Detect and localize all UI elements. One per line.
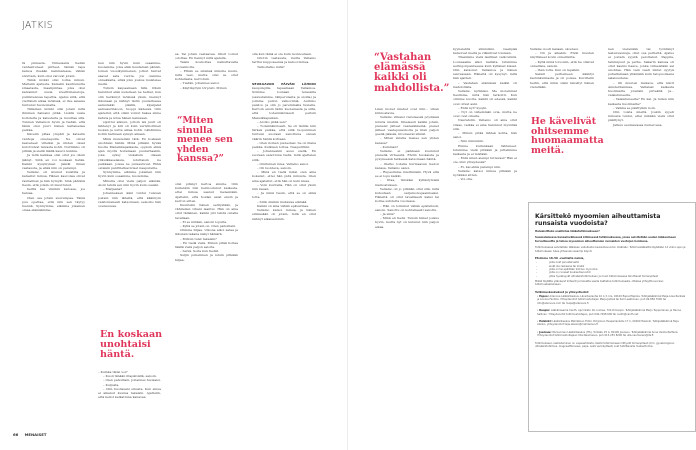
infobox-text-2: Mikäli täytätte ylläolevat kriteerit ja haluatte saada lisätietoa tutkimuksesta, ottakaa yhteyttä suoraan tutkimuskeskukseen. (535, 279, 664, 287)
body-paragraph: – Selvä. Soita kun tiedät. (180, 249, 220, 254)
body-paragraph: Olin toista mieltä. Joskin syyeti minusta tuntui, ettei mikään vielä ollut päättynyt. (608, 110, 674, 123)
body-paragraph: Tarkoitatko mitä? (257, 64, 285, 69)
body-paragraph: – Ei, kai ehkä parempi niin. (458, 164, 501, 169)
body-paragraph: Kaikki on aina vähän epävarmaa. (257, 203, 310, 208)
body-paragraph: – Ei se mitään, sanoin lopulta. (180, 219, 228, 224)
body-paragraph: Suljin puhelimen ja istuin pitkään hiljaa. (175, 253, 238, 262)
body-paragraph: Vellamo oli jo pitkään ollut sitä, mitä kutsutaan sarjamonogaamiseksi. Häneltä oli ollut tavallisesti kaksi tai kolme suhdetta vuodessa. (375, 186, 439, 204)
criteria-item: – joilla ovat perusterveitä (535, 261, 688, 264)
body-paragraph: Tilasimme vielä lasilliset valkoviiniä. Lounasaika alkoi kallista. Istuimme auringonpaisteessa kuin kylläiset kissat. Olin katsonut Vellamoa ja hänen seurassaan. Häneltä oli kysynyt, mitä hän ajatteli. (453, 55, 517, 81)
body-paragraph: – Marjaana? (103, 187, 123, 192)
body-paragraph: – Kumman? (380, 144, 399, 149)
body-paragraph: Vellamo nosti lasiaan, skoolasi. (530, 47, 579, 51)
body-paragraph: – Tiedän, Johannes sanoi. (180, 81, 220, 86)
body-paragraph: – Oli luonteva, sanoin. (257, 166, 292, 171)
body-paragraph: – Kyllä minä toivoisin, että he olisivat onnellisia, sanoin. (530, 59, 594, 68)
contacts-heading: Tutkimuskeskukset ja yhteystiedot: (535, 289, 589, 294)
text-column-8 (608, 47, 674, 157)
criteria-item: – joilla on runsaat kuukautisvuodot (535, 271, 688, 274)
section-label: JATKIS (22, 20, 54, 31)
body-paragraph: – En tiedä vielä. Minun pitää hoitaa täällä vielä paljon asioita. (175, 240, 238, 250)
contact-text: Itä-Suomen Lääkärikeskus (ITS), Torikatu 25 A, 80100 Joensuu. Tutkijalääkärinä Anne Vanha-Perttula. Yhteydenotot tutkimushoitajaan Ulla Naumanen, puh 013-253 8200 tai ulla.naumanen@its.fi (537, 330, 679, 338)
body-paragraph: nen vierenään tai työntänyt lastenvaunuja, ollut osa perhettä. Ajatus ei jostain syystä pelottanut. Pappila, tammipuut ja perhe. Sakarin kanssa oli ollut kaunis haave, jonka viimeistään sai unohtaa. Hän vain vaati minut syytyä puhaltamaan yllämään kuin talopuolisena salaisuutena. (608, 47, 674, 81)
body-paragraph: Vellamo katsoi minua pitkään ja nyökkäsi sitten. (453, 168, 517, 178)
body-paragraph: – Olen iloinen puolestasi. Se on ihana paikka. Kulkisen tottua. Naapuritkin. (252, 140, 316, 150)
body-paragraph: – Voi olla. (458, 177, 473, 182)
body-paragraph: – Minun pitää lähteä kohta, hän sanoi. (453, 131, 517, 140)
contact-city: Helsinki: (539, 319, 552, 323)
body-paragraph: – Aiotko pitää sen? (257, 119, 287, 124)
body-paragraph: Minulla olisi vielä paljon elämää. Aioin tehdä sen niin hyvin kuin osaisin. (98, 178, 161, 187)
contact-text: Adenova Lääkärikeskus, Länsituulentie 10 A 3. krs, 02100 Espoo/Tapiola. Tutkijalääkärinä Maija-Liisa Rantala ja Annina Fantola. Yhteydenotot tutkimushoitajan Marja Jämsä tai Sari Laakkonen, puh 09-856 7000 tai info@adenova.com tai maija@adenova.fi (537, 294, 686, 305)
infobox-subtitle: Haluaisitteko osallistua lääketutkimukseen? (535, 230, 600, 234)
body-paragraph: Vellamo katsoi minua, ja hänen silmissään oli jotain, mitä en ollut nähnyt aikaisemmin. (252, 208, 316, 221)
body-paragraph: Kuuntelin hänen selitystään, ja vähitellen vihani laantui. Hän oli aina ollut tällainen, kaikki piti tehdä omalla tavallaan. (175, 203, 238, 220)
body-paragraph: tä pinnasta. Viimeisenä tiedän vanhentuneet piirteet, tämän tapa katsoa itseään kammatessa, vähän sivuttain, kuin olisi varovat jotain. (22, 61, 85, 78)
body-paragraph: – Kuoli tänään iltapäivällä, sanoin. (103, 374, 157, 379)
criteria-item: – joilla on tai epäillään kohdun myoomia (535, 268, 688, 271)
body-paragraph: – Minä en tiedä. Tunsin hänet joskus hyvin, mutta nyt on kulunut niin paljon aikaa. (375, 216, 439, 229)
text-column-1 (22, 61, 85, 431)
body-paragraph: nen niin hyvin kuin osaamme, kuolemme. Joka elää muutaman päivän, toinen vuosikymmenen, jotkut harvat saavat sata vuotta. Jos olemme onnekkaita, ehkä joku joskus muistelee meitä. (98, 61, 161, 87)
contact-entry: • Espoo: Adenova Lääkärikeskus, Länsituulentie 10 A 3. krs, 02100 Espoo/Tapiola. Tutkijalääkärinä Maija-Liisa Rantala ja Annina Fantola. Yhteydenotot tutkimushoitajan Marja Jämsä tai Sari Laakkonen, puh 09-856 7000 tai info@adenova.com tai maija@adenova.fi (537, 294, 686, 305)
body-paragraph: – Milloin tulet takaisin? (180, 236, 217, 241)
body-paragraph: – Kyllä se jotain on. Olen pahoillani. (180, 224, 237, 229)
body-paragraph: Jatkuu seuraavassa numerossa. (613, 122, 663, 127)
infobox-text-1: Tutkimuksessa selvitetään lääkkeen vaikutusta kuukautisvuodon määrään. Tutkimuslääkettä käytetään 12 viikon ajan ja tutkimukseen tulee yhteensä useampi käynti. (535, 246, 686, 253)
contact-entry: • Helsinki: Lääkärikeskus Mehiläinen Töölö, Pohjoinen Hesperiankatu 17 C, 00260 Helsinki. Tutkijalääkärinä Teija Alanko, yhteydenotot teija.alanko@mehilainen.fi (537, 319, 679, 327)
body-paragraph: Ja mitä kaikkea olisi ollut jos olisin jäänyt. Siitä en voi koskaan tietää. Kaikki kysymykset jäävät ilman vastausta, ja ehkä niin on parempi. (22, 153, 85, 171)
text-column-3 (175, 52, 238, 102)
body-paragraph: – Hän on toiminut vähän epäreilusti, sanoin. Sanottu on kohteliaasti sanottu. (375, 203, 439, 212)
criteria-heading: Etsimme 18–50 -vuotiaita naisia, (535, 256, 585, 261)
contact-city: Joensuu: (539, 330, 552, 334)
body-paragraph: – Voin kuvitella. Hän on ollut yksin niin kauan. (252, 182, 316, 192)
body-paragraph: Tulisin kaipaamaan tätä. Olisin halunnut elää uudelleen ne hetket, kun olin herännyt mökissä yksin, mennyt ikkunaan ja nähnyt tädin puutarhassa aamutakki päällä, kipsijalat aamuaurinkoon, tuoppi kädessä. Olin ajatellut, että olisin voinut hakea sinne kahvia ja istua hänen kanssaan. (98, 86, 161, 120)
body-paragraph: Kävelin pihaa ympäri ja katselin vanhoja omenapuita. Ne olivat kasvaneet villeiksi ja niiden oksat kurottuivat taivasta kohti. Nurmikko oli pitkää ja siellä täällä kasvoi kukkia. (22, 132, 85, 154)
body-paragraph: – Valaistuneelta? En kai. Ja miten niin kaikesta huolimatta? (608, 97, 674, 106)
clinical-trial-infobox (528, 202, 696, 432)
criteria-item: – jotka hyväksyvät ultraäänitutkimuksen ja muut tutkimuksessa tarvittavat toimenpiteet (535, 275, 688, 278)
body-paragraph: Naurahdin. Vellamo oli aina ollut viisas, vaikka ei aina halunnut myöntää sitä. (453, 118, 517, 131)
body-paragraph: – Oli muuten mukava, että kävit Amsterdamissa. Valtaisat kaikesta huolimatta jotenkin pirteältä ja... valaistuneelta. (608, 80, 674, 98)
body-paragraph: – Iltaa, tärskäsi kyllästymisiä mainostuksen. (375, 178, 439, 187)
body-paragraph: – Oletko todella hurmaavan tiedon kanssa, Vellamo sanoi. (375, 161, 439, 170)
page-number: 66 (13, 432, 19, 437)
body-paragraph: Tällainen mökki olisi jotain mitä ihminen haluaisi pitää. Lisätä uusia koristeita ja kalusteita ja muuttaa sitä. Tunnen Vellamon hyvin ja tiedän, että tämä olisi juuri hänen kaltaisensa paikka. (22, 107, 85, 133)
body-paragraph: Synnymme, elämme jokainen niin hyvin kuin osaamme, kuolemme. (98, 170, 161, 179)
body-paragraph: – Vastahan elämässä kaikki oli mahdollista. (453, 80, 517, 89)
infobox-title: Kärsittekö myoomien aiheuttamista runsaista vuodoista? (535, 213, 661, 228)
infobox-intro: Suomalaisessa kansainvälisessä kliinisessä tutkimuksessa, jossa selvitetään uuden lääkeaineen turvallisuutta ja tehoa myoomien aiheuttamien runsaiden vuotojen hoidossa. (535, 236, 676, 243)
body-paragraph: – Ja sinä? (380, 212, 395, 217)
body-paragraph: Minä muistelisin tätä. En koskaan unohtaisi häntä. Minä pitäisin hyvää huolta Mansikkapaikasta, oppisin ehkä ajan myötä hoitamaan puutarhaakin, joka syksy viskelisin oikean ylikuikkaselaisia, istuttaisin ne paikkaan, joissa ne putsautuvat. Ehkä ostaisin panttiletkaviviset naapureille. (98, 136, 161, 171)
body-paragraph: – Oli ja aikakin. Elvät muuten näyttäneet kovin onnellisilta. (530, 51, 594, 60)
body-paragraph: Liian monet miehet ovat niin... vihan kiinnostavia. (375, 107, 439, 116)
body-paragraph: – Nyt on vähemmän ovia, mutta ne ovet ovat oikeita. (453, 110, 517, 119)
body-paragraph: helttä kai viinikin katossa, jos haluaa. (22, 187, 85, 196)
body-paragraph: – Niin minunkin. (458, 139, 484, 144)
body-paragraph: Sakari perheineen kääntyi kadunkulmasta ja oli poissa. Kuvittelin heitin, että minä olisin kävellyt hänen vierellään. (530, 72, 594, 89)
body-paragraph: – Olin huolissani sinusta. Kun sinua ei alkanut kuulua takaisin. Ajattelin, että kellot kelkattuna kanavaa (98, 386, 161, 400)
contact-city: Espoo: (539, 294, 549, 298)
pull-quote-1: En koskaan unohtaisi häntä. (100, 329, 163, 360)
body-paragraph: – Siitä olisikin mukavaa elämää. (257, 199, 308, 204)
text-column-2 (98, 61, 161, 311)
body-paragraph: Olen osa jotain suurempaa. Tämä puu opettaa, että niin sen täytyy mennä. Synnymme, elämme jokainen omaa elämäämme. (22, 195, 85, 213)
body-paragraph: Odotin vastausta, mutta Vellamo tarttui kupposeensa ja katsoi minua. (252, 56, 316, 65)
body-paragraph: olisi pitänyt kertoa sinulle. Olin kuitenkin niin hermostunut kaikesta, ettei minua saanut menemään. Ajattelin, että hoidan asiat ensin ja kerron sitten. (175, 182, 238, 203)
text-column-5 (375, 107, 439, 432)
text-column-3b (175, 182, 238, 432)
contact-city: Kuopio: (539, 309, 551, 313)
pull-quote-4: He kävelivät ohitsemme huomaamatta meitä. (531, 116, 604, 156)
text-column-6 (453, 47, 517, 432)
body-paragraph: – Entä sinun aiempi tuttavasi? Hän ei ole ollut yhteydessä? (453, 156, 517, 165)
magazine-name: MENAISET (24, 432, 47, 437)
text-column-4b (252, 82, 316, 432)
body-paragraph: kyynelehtä silmistäni. Geelipää katsoivat meitä ja vilkuilivat toisiaan. (453, 47, 517, 56)
text-column-2b (98, 370, 161, 430)
body-paragraph: Vellamo oli istunut kuistilla ja katsellut minua. Hänen kasvonsa olivat rauhalliset ja hän hymyili. Sinä päivänä tiesin, että jotain oli muuttunut. (22, 170, 85, 187)
body-paragraph: Olimme hiljaa. Ulkona alkoi sataa ja ikkunan takana näkyi hämärä. (175, 228, 238, 237)
body-paragraph: Vellamo ei paikkaan kuulunut pienellä virheestä. Ehdin huokaista ja pysyneessä hetkessä katsomaan häntä. (375, 149, 439, 162)
body-paragraph: Emme kuitenkaan lähteneet. Istuimme vielä pitkään ja juttelimme kaikesta ja ei mistään. (453, 143, 517, 157)
contact-text: Lääkärikeskus Mehiläinen Töölö, Pohjoinen Hesperiankatu 17 C, 00260 Helsinki. Tutkijalääkärinä Teija Alanko, yhteydenotot teija.alanko@mehilainen.fi (537, 319, 679, 327)
text-column-4 (252, 52, 316, 82)
text-column-7 (530, 47, 594, 103)
page-footer (13, 432, 46, 437)
criteria-list (535, 261, 688, 277)
contact-entry: • Joensuu: Itä-Suomen Lääkärikeskus (ITS), Torikatu 25 A, 80100 Joensuu. Tutkijalääkärinä Anne Vanha-Perttula. Yhteydenotot tutkimushoitajaan Ulla Naumanen, puh 013-253 8200 tai ulla.naumanen@its.fi (537, 330, 679, 338)
body-paragraph: olla kun tämä ei ole kuin luonnostaan. (252, 52, 312, 56)
body-paragraph: – Omituinen mies, Vellamo sanoi. (257, 161, 309, 166)
body-text: kaupungille tapaamaan Vellamoa. Söimme lounaan terassilla (savustamme, täilperuneita ja sioilla) ja joimme pullon valkoviiniä. Aurinko paistoi, ja olin jo paremmalla tuulella. Kerroin ensin tädin kuolemasta ja siitä, että todennäköisesti perisin Mansikkapaikan. (252, 86, 316, 120)
body-paragraph: – Kuljusta. (103, 382, 120, 387)
body-paragraph: – Käyttäydyin törpösti. Minun (180, 85, 227, 90)
pull-quote-3: “Vastahan elämässä kaikki oli mahdollista.” (374, 52, 450, 94)
body-paragraph: – Rupesimme miettimään. Hyvä että se ei lopu kaikki. (375, 170, 439, 179)
body-paragraph: – Todennäköisesti. Se oli tädille niin tärkeä paikka, että siitä luopuminen tuntuisi suoraan sanottuna olevan väärin häntä kohtaan. (252, 124, 316, 141)
body-paragraph: – Kuinka tätisi voi? (98, 370, 128, 374)
infobox-footer-text: Tutkimukseen osallistuminen on vapaaehtoista. Kaikki tutkimukseen liittyvät toimenpiteet (mm. gynekologinen ultraäänitutkimus, magneettikuvaus, papa- sekä verinäytteet) ovat tutkittavalle maksuttomia. (535, 341, 675, 349)
body-paragraph: – Ja minä tiesin, että se on ehkä totta. (252, 191, 316, 200)
section-lead-caps: SEURAAVAN PÄIVÄN LÄHDIN (252, 82, 316, 86)
body-paragraph: – Ethän se sinänsä minulle kuulu, mitä teet, mutta olisi se ollut kohteliasta, kerrotuin. (175, 68, 238, 82)
body-paragraph: – Ihan totta. Kun on lapsikin. (535, 68, 581, 73)
body-paragraph: sijoittui alkuun, jolloin isä juuri oli lähtenyt ja äiti oli kuin verivihollinen luokan ja uutta aikaa kohti. Lähdimme kotiin harmaan syksyn aikaan. (98, 119, 161, 137)
body-paragraph: Taisin koukottaa nalkuttavalta avovaimolta. (175, 60, 238, 69)
body-paragraph: – Entä nyt? kysyin. (458, 105, 488, 110)
contact-entry: • Kuopio: Lääkäriasema Canth, Ajurinkatu 16, IvoCee, 70110 Kuopio. Tutkijalääkärinä Marjo Tuppurainen ja Hanna Sallinen. Yhteydenotot tutkimushoitajan, puh 040-7498 609 tai canth@canth.net (537, 309, 681, 316)
pull-quote-2: “Miten sinulla menee sen yhden kanssa?” (177, 115, 233, 165)
criteria-item: – eivät ole raskaana tai imetä (535, 265, 688, 268)
body-paragraph: Vellamo nyökkäsi. Me molemmat tiesimme, mitä hän tarkoitti. Kun olimme nuoria, kaikki oli edessä, kaikki ovet olivat auki. (453, 89, 517, 106)
body-paragraph: sa. Tai jotain vastaavaa. Olisit voinut odottaa. En tiennyt mitä ajatella. (175, 52, 238, 61)
body-paragraph: Johanneksen ääni tuntui tulevan jostain niin läheltä, että käännyin vaistomaisesti katsomaan, seisoiko hän ovensuussa. (98, 191, 161, 208)
body-paragraph: – Minä en tiedä miksi olen aina kokenut, ettei hän pidä minusta. Olen aina ajatellut, että hän on kuin kissa. (252, 170, 316, 183)
body-paragraph: – Miten sinulla menee sen yhden kanssa? (375, 136, 439, 145)
body-paragraph: Tämä mökki olisi lodna minun. Maitelin ajatusta. Katselin kauhtunutta sinaetasta, maalipintaa, joka olisi kalvannut uusia sivelttimenetoja, puiliistelevaa tapettia. Ajatus siitä, että viertäisin aikaa mökissä, ei itse asiassa tuntunut huonomalta. (22, 77, 85, 108)
body-paragraph: – Vaikka se päättyikin noin. (613, 105, 656, 110)
body-paragraph: Vellamo vilkaisi viereisessä pöydässä istuvia miehiä. Ilmeisesti kaikki jotain, pienelet jätteet vaatesäkkeinä, pienet jätteet vaatepussukoita ja liian paljon geeliä päässä, kroolaavat silmät. (375, 115, 439, 137)
body-paragraph: – Olen pahoillani, Johannes huokaisi. (103, 378, 161, 383)
body-paragraph: – Johanneskin asuu siellä. En suoraan sanottuna tiedä, mitä ajattelen siitä. (252, 149, 316, 162)
contact-text: Lääkäriasema Canth, Ajurinkatu 16, IvoCee, 70110 Kuopio. Tutkijalääkärinä Marjo Tuppurainen ja Hanna Sallinen. Yhteydenotot tutkimushoitajan, puh 040-7498 609 tai canth@canth.net (537, 309, 681, 316)
